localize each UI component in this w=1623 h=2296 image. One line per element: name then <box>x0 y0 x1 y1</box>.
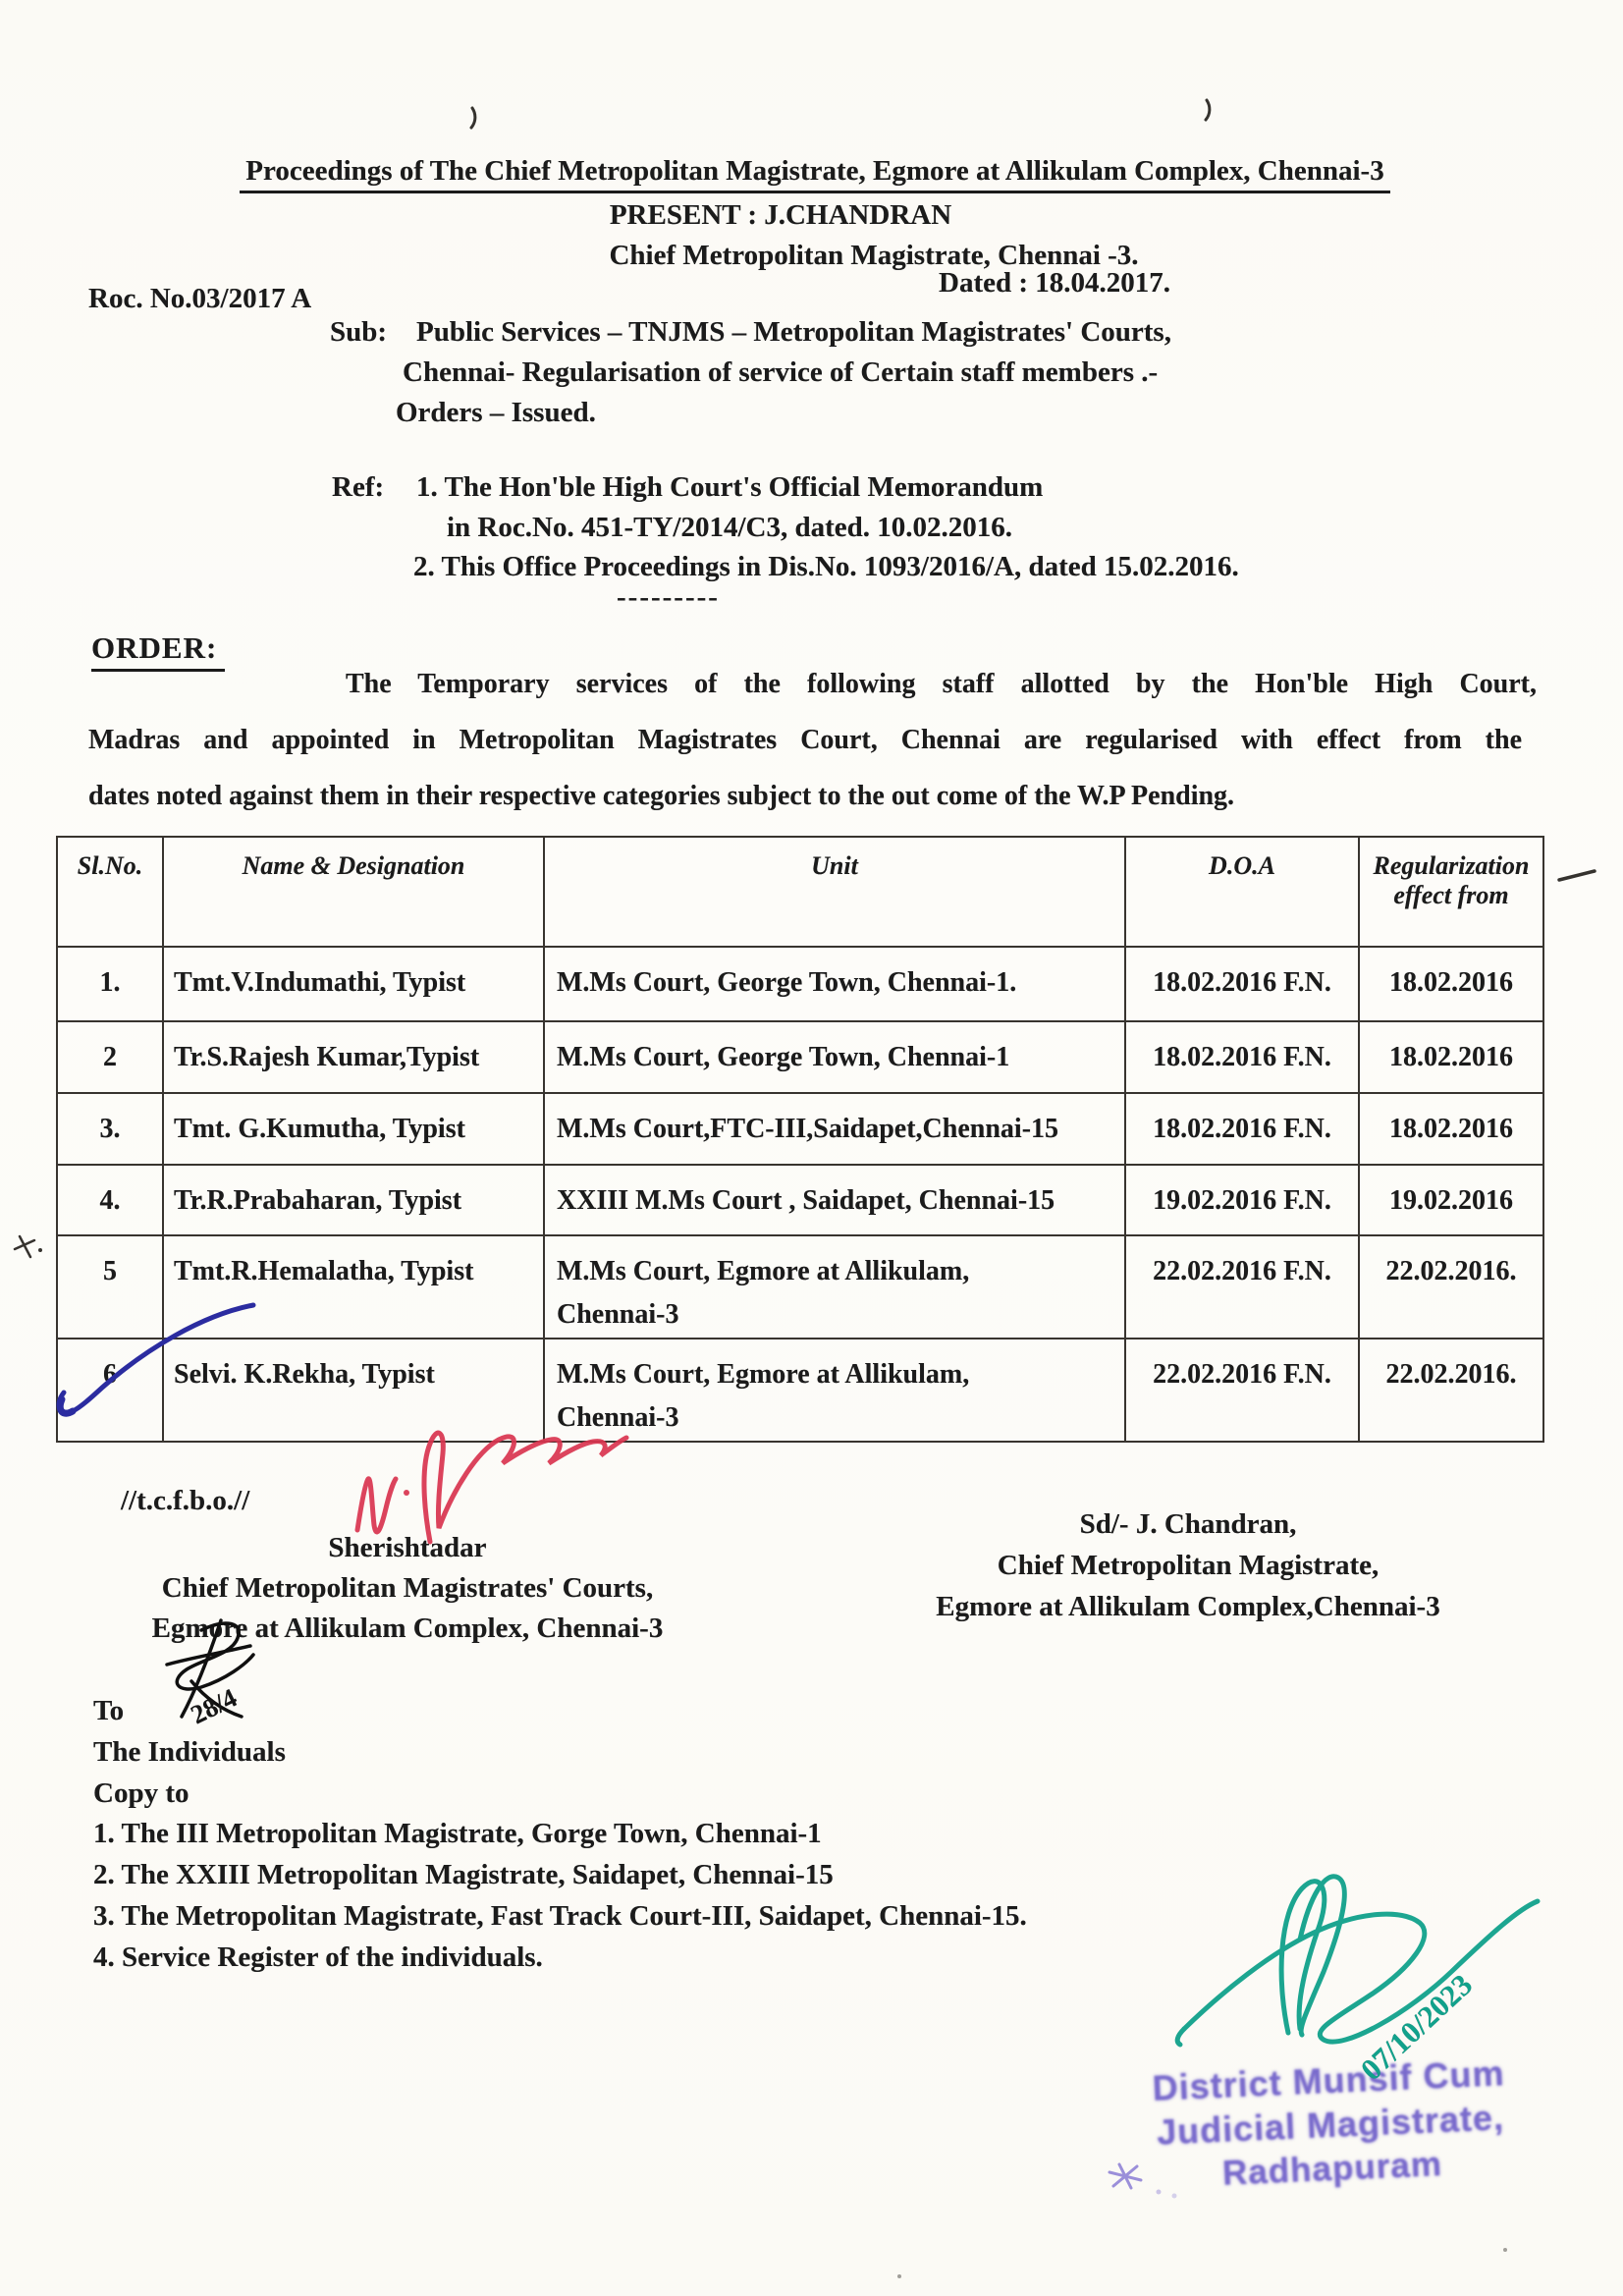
order-heading <box>91 630 225 672</box>
order-paragraph-line-3: dates noted against them in their respective categories subject to the out come of the W.P Pending. <box>88 781 1235 811</box>
cell-regularization: 18.02.2016 <box>1359 947 1543 1021</box>
stray-comma-mark <box>471 108 475 128</box>
cell-regularization: 22.02.2016. <box>1359 1235 1543 1339</box>
cell-unit-line1: M.Ms Court,FTC-III,Saidapet,Chennai-15 <box>557 1114 1059 1144</box>
col-header-regularization <box>1359 837 1543 947</box>
cell-slno: 2 <box>57 1021 163 1093</box>
header-side-dash-mark <box>1559 871 1595 880</box>
cell-unit-line1: M.Ms Court, Egmore at Allikulam, <box>557 1256 970 1286</box>
table-row <box>57 1235 1543 1339</box>
col-header-doa: D.O.A <box>1125 837 1359 947</box>
cell-slno: 4. <box>57 1165 163 1235</box>
reference-line-3: 2. This Office Proceedings in Dis.No. 1093/2016/A, dated 15.02.2016. <box>413 551 1239 582</box>
margin-date-note: 28/4 <box>186 1682 242 1730</box>
stamp-line-2: Judicial Magistrate, <box>1156 2097 1505 2153</box>
to-label: To <box>93 1695 125 1726</box>
cell-doa: 18.02.2016 F.N. <box>1125 947 1359 1021</box>
col-header-slno: Sl.No. <box>57 837 163 947</box>
col-header-regularization-line2: effect from <box>1393 881 1509 909</box>
margin-x-mark <box>15 1240 34 1249</box>
subject-line-2: Chennai- Regularisation of service of Certain staff members .- <box>403 356 1159 388</box>
cell-unit <box>544 1165 1125 1235</box>
subject-line-1: Public Services – TNJMS – Metropolitan Magistrates' Courts, <box>416 316 1171 348</box>
order-paragraph-line-1: The Temporary services of the following staff allotted by the Hon'ble High Court, <box>346 669 1537 699</box>
subject-label: Sub: <box>330 316 388 348</box>
cell-doa: 18.02.2016 F.N. <box>1125 1093 1359 1165</box>
cell-name: Tmt. G.Kumutha, Typist <box>163 1093 544 1165</box>
copy-item-3: 3. The Metropolitan Magistrate, Fast Track Court-III, Saidapet, Chennai-15. <box>93 1900 1027 1932</box>
dated-line: Dated : 18.04.2017. <box>939 267 1171 299</box>
stamp-line-3: Radhapuram <box>1221 2145 1443 2193</box>
cell-regularization: 18.02.2016 <box>1359 1021 1543 1093</box>
cell-doa: 19.02.2016 F.N. <box>1125 1165 1359 1235</box>
table-row <box>57 1165 1543 1235</box>
reference-line-1: 1. The Hon'ble High Court's Official Memorandum <box>416 471 1044 503</box>
sd-signature-line: Sd/- J. Chandran, <box>1079 1508 1297 1540</box>
cell-unit-line1: M.Ms Court, George Town, Chennai-1. <box>557 967 1017 998</box>
cell-regularization: 18.02.2016 <box>1359 1093 1543 1165</box>
office-stamp <box>1136 2050 1525 2200</box>
col-header-name: Name & Designation <box>163 837 544 947</box>
cell-unit-line1: XXIII M.Ms Court , Saidapet, Chennai-15 <box>557 1185 1055 1216</box>
order-paragraph-line-2: Madras and appointed in Metropolitan Magistrates Court, Chennai are regularised with effect from the <box>88 725 1522 755</box>
stamp-line-1: District Munsif Cum <box>1151 2052 1506 2108</box>
cell-name: Tmt.R.Hemalatha, Typist <box>163 1235 544 1339</box>
reference-separator: --------- <box>617 581 720 613</box>
cell-regularization: 19.02.2016 <box>1359 1165 1543 1235</box>
cell-doa: 22.02.2016 F.N. <box>1125 1339 1359 1442</box>
sherishtadar-title: Sherishtadar <box>328 1532 487 1563</box>
table-row <box>57 1339 1543 1442</box>
copy-item-2: 2. The XXIII Metropolitan Magistrate, Saidapet, Chennai-15 <box>93 1859 834 1890</box>
cell-slno: 5 <box>57 1235 163 1339</box>
subject-line-3: Orders – Issued. <box>396 397 596 428</box>
reference-line-2: in Roc.No. 451-TY/2014/C3, dated. 10.02.2016. <box>447 512 1012 543</box>
cell-doa: 18.02.2016 F.N. <box>1125 1021 1359 1093</box>
document-title-text: Proceedings of The Chief Metropolitan Magistrate, Egmore at Allikulam Complex, Chennai-3 <box>240 155 1389 193</box>
cell-name: Tmt.V.Indumathi, Typist <box>163 947 544 1021</box>
cell-unit-line2: Chennai-3 <box>557 1402 679 1433</box>
col-header-unit: Unit <box>544 837 1125 947</box>
tcfbo-note: //t.c.f.b.o.// <box>121 1485 250 1516</box>
cell-unit-line1: M.Ms Court, George Town, Chennai-1 <box>557 1042 1010 1072</box>
cell-unit-line2: Chennai-3 <box>557 1299 679 1330</box>
present-line: PRESENT : J.CHANDRAN <box>609 199 952 231</box>
cell-unit <box>544 1093 1125 1165</box>
cell-doa: 22.02.2016 F.N. <box>1125 1235 1359 1339</box>
table-row <box>57 947 1543 1021</box>
table-header-row <box>57 837 1543 947</box>
cell-name: Tr.S.Rajesh Kumar,Typist <box>163 1021 544 1093</box>
cell-slno: 6 <box>57 1339 163 1442</box>
teal-signature <box>1177 1877 1538 2045</box>
addressee-line: The Individuals <box>93 1736 286 1768</box>
roc-number: Roc. No.03/2017 A <box>88 283 312 314</box>
signoff-right-line3: Egmore at Allikulam Complex,Chennai-3 <box>936 1591 1440 1622</box>
cell-name: Tr.R.Prabaharan, Typist <box>163 1165 544 1235</box>
red-signature <box>357 1433 626 1542</box>
cell-name: Selvi. K.Rekha, Typist <box>163 1339 544 1442</box>
signoff-left-line2: Chief Metropolitan Magistrates' Courts, <box>161 1572 654 1604</box>
cell-unit-line1: M.Ms Court, Egmore at Allikulam, <box>557 1359 970 1390</box>
copy-item-1: 1. The III Metropolitan Magistrate, Gorge Town, Chennai-1 <box>93 1818 822 1849</box>
signoff-right-block <box>864 1503 1512 1627</box>
table-row <box>57 1021 1543 1093</box>
signoff-right-line2: Chief Metropolitan Magistrate, <box>997 1550 1380 1581</box>
stray-comma-mark <box>1206 100 1210 120</box>
signoff-left-block <box>93 1528 722 1649</box>
received-date-note: 07/10/2023 <box>1353 1967 1480 2088</box>
col-header-regularization-line1: Regularization <box>1373 851 1530 880</box>
copy-to-label: Copy to <box>93 1777 189 1809</box>
reference-label: Ref: <box>332 471 385 503</box>
margin-x-mark <box>20 1236 30 1257</box>
cell-slno: 1. <box>57 947 163 1021</box>
cell-unit <box>544 947 1125 1021</box>
signoff-left-line3: Egmore at Allikulam Complex, Chennai-3 <box>151 1613 664 1644</box>
staff-regularisation-table <box>56 836 1544 1443</box>
cell-unit <box>544 1339 1125 1442</box>
present-designation: Chief Metropolitan Magistrate, Chennai -3. <box>609 240 1139 271</box>
table-row <box>57 1093 1543 1165</box>
order-heading-text: ORDER: <box>91 630 225 672</box>
cell-slno: 3. <box>57 1093 163 1165</box>
document-title <box>98 155 1532 193</box>
copy-item-4: 4. Service Register of the individuals. <box>93 1941 543 1973</box>
cell-unit <box>544 1021 1125 1093</box>
cell-unit <box>544 1235 1125 1339</box>
cell-regularization: 22.02.2016. <box>1359 1339 1543 1442</box>
